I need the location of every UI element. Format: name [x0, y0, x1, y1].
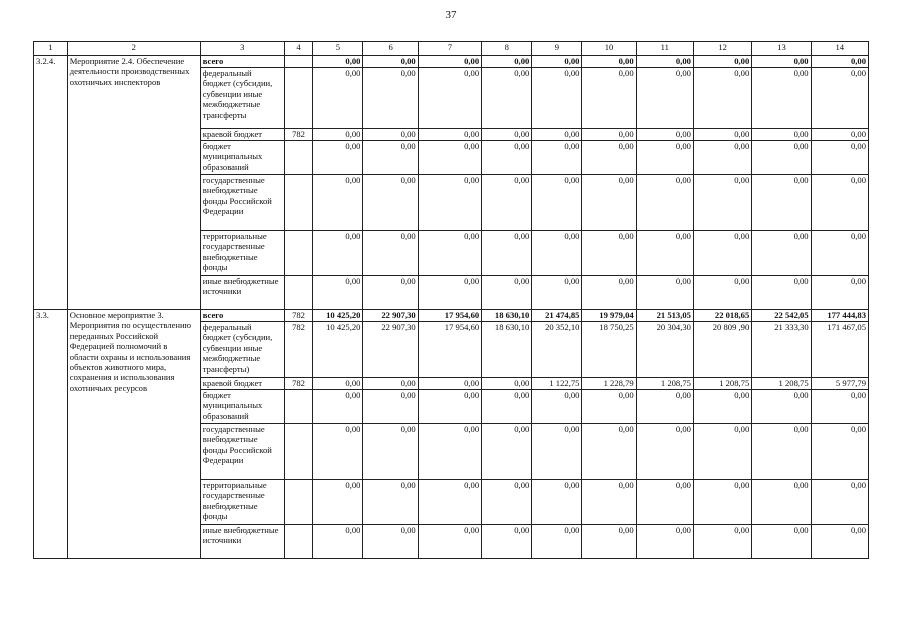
amount-cell: 0,00 — [532, 175, 582, 231]
amount-cell: 0,00 — [482, 424, 532, 480]
funding-source: территориальные государственные внебюджетные фонды — [200, 480, 284, 525]
amount-cell: 22 018,65 — [693, 310, 751, 322]
amount-cell: 0,00 — [636, 141, 693, 175]
amount-cell: 0,00 — [363, 68, 418, 129]
amount-cell: 1 208,75 — [752, 378, 811, 390]
amount-cell: 0,00 — [693, 525, 751, 559]
amount-cell: 18 630,10 — [482, 310, 532, 322]
amount-cell: 0,00 — [811, 276, 868, 310]
amount-cell: 1 208,75 — [693, 378, 751, 390]
budget-code: 782 — [284, 310, 313, 322]
funding-source: бюджет муниципальных образований — [200, 390, 284, 424]
amount-cell: 0,00 — [582, 68, 636, 129]
budget-code — [284, 231, 313, 276]
amount-cell: 177 444,83 — [811, 310, 868, 322]
page-number: 37 — [445, 9, 457, 21]
funding-source: территориальные государственные внебюджетные фонды — [200, 231, 284, 276]
budget-table — [33, 41, 869, 559]
amount-cell: 18 630,10 — [482, 322, 532, 378]
amount-cell: 0,00 — [582, 276, 636, 310]
amount-cell: 0,00 — [363, 424, 418, 480]
amount-cell: 0,00 — [313, 525, 363, 559]
amount-cell: 0,00 — [418, 68, 481, 129]
amount-cell: 0,00 — [313, 424, 363, 480]
amount-cell: 0,00 — [532, 129, 582, 141]
amount-cell: 0,00 — [636, 480, 693, 525]
amount-cell: 0,00 — [752, 480, 811, 525]
amount-cell: 0,00 — [418, 141, 481, 175]
amount-cell: 0,00 — [418, 378, 481, 390]
amount-cell: 0,00 — [418, 231, 481, 276]
amount-cell: 0,00 — [363, 231, 418, 276]
amount-cell: 0,00 — [693, 141, 751, 175]
budget-code — [284, 276, 313, 310]
column-number-14: 14 — [811, 42, 868, 56]
amount-cell: 0,00 — [811, 129, 868, 141]
amount-cell: 0,00 — [313, 68, 363, 129]
amount-cell: 0,00 — [532, 480, 582, 525]
amount-cell: 21 333,30 — [752, 322, 811, 378]
amount-cell: 0,00 — [482, 378, 532, 390]
amount-cell: 0,00 — [532, 141, 582, 175]
amount-cell: 20 809 ,90 — [693, 322, 751, 378]
column-number-3: 3 — [200, 42, 284, 56]
amount-cell: 0,00 — [532, 276, 582, 310]
amount-cell: 0,00 — [811, 141, 868, 175]
column-number-row — [34, 42, 869, 56]
amount-cell: 0,00 — [693, 480, 751, 525]
amount-cell: 0,00 — [313, 141, 363, 175]
amount-cell: 0,00 — [752, 56, 811, 68]
column-number-2: 2 — [67, 42, 200, 56]
amount-cell: 0,00 — [752, 390, 811, 424]
amount-cell: 0,00 — [418, 129, 481, 141]
table-row — [34, 56, 869, 68]
amount-cell: 0,00 — [532, 390, 582, 424]
amount-cell: 0,00 — [363, 141, 418, 175]
amount-cell: 0,00 — [363, 129, 418, 141]
amount-cell: 0,00 — [313, 175, 363, 231]
column-number-4: 4 — [284, 42, 313, 56]
amount-cell: 0,00 — [363, 378, 418, 390]
amount-cell: 0,00 — [532, 231, 582, 276]
funding-source: бюджет муниципальных образований — [200, 141, 284, 175]
amount-cell: 0,00 — [313, 56, 363, 68]
column-number-1: 1 — [34, 42, 68, 56]
amount-cell: 0,00 — [636, 56, 693, 68]
amount-cell: 0,00 — [636, 390, 693, 424]
amount-cell: 1 208,75 — [636, 378, 693, 390]
amount-cell: 0,00 — [363, 175, 418, 231]
budget-code — [284, 525, 313, 559]
amount-cell: 0,00 — [482, 390, 532, 424]
funding-source: краевой бюджет — [200, 378, 284, 390]
amount-cell: 1 122,75 — [532, 378, 582, 390]
amount-cell: 17 954,60 — [418, 310, 481, 322]
amount-cell: 18 750,25 — [582, 322, 636, 378]
amount-cell: 0,00 — [636, 276, 693, 310]
amount-cell: 0,00 — [752, 175, 811, 231]
amount-cell: 0,00 — [752, 68, 811, 129]
amount-cell: 0,00 — [693, 390, 751, 424]
column-number-13: 13 — [752, 42, 811, 56]
funding-source: иные внебюджетные источники — [200, 525, 284, 559]
budget-code: 782 — [284, 322, 313, 378]
table-row — [34, 310, 869, 322]
amount-cell: 0,00 — [693, 231, 751, 276]
amount-cell: 0,00 — [582, 424, 636, 480]
amount-cell: 0,00 — [363, 56, 418, 68]
amount-cell: 0,00 — [752, 129, 811, 141]
amount-cell: 0,00 — [693, 56, 751, 68]
amount-cell: 0,00 — [313, 231, 363, 276]
amount-cell: 0,00 — [418, 56, 481, 68]
amount-cell: 0,00 — [532, 525, 582, 559]
amount-cell: 0,00 — [693, 175, 751, 231]
amount-cell: 21 474,85 — [532, 310, 582, 322]
amount-cell: 0,00 — [636, 68, 693, 129]
column-number-6: 6 — [363, 42, 418, 56]
amount-cell: 0,00 — [418, 525, 481, 559]
amount-cell: 0,00 — [582, 141, 636, 175]
amount-cell: 19 979,04 — [582, 310, 636, 322]
amount-cell: 0,00 — [811, 56, 868, 68]
amount-cell: 0,00 — [363, 525, 418, 559]
amount-cell: 0,00 — [582, 129, 636, 141]
amount-cell: 0,00 — [418, 424, 481, 480]
amount-cell: 0,00 — [532, 56, 582, 68]
amount-cell: 0,00 — [811, 424, 868, 480]
budget-code — [284, 480, 313, 525]
item-title: Основное мероприятие 3. Мероприятия по осуществлению переданных Российской Федерацией полномочий в области охраны и использования объектов животного мира, сохранения и использования охотничьих ресурсов — [67, 310, 200, 559]
amount-cell: 0,00 — [693, 68, 751, 129]
amount-cell: 0,00 — [752, 424, 811, 480]
amount-cell: 0,00 — [636, 231, 693, 276]
amount-cell: 0,00 — [811, 390, 868, 424]
amount-cell: 0,00 — [811, 525, 868, 559]
amount-cell: 0,00 — [582, 390, 636, 424]
item-number: 3.3. — [34, 310, 68, 559]
funding-source: федеральный бюджет (субсидии, субвенции иные межбюджетные трансферты — [200, 68, 284, 129]
amount-cell: 0,00 — [418, 276, 481, 310]
budget-code — [284, 424, 313, 480]
amount-cell: 0,00 — [482, 175, 532, 231]
amount-cell: 22 907,30 — [363, 310, 418, 322]
column-number-5: 5 — [313, 42, 363, 56]
amount-cell: 0,00 — [752, 525, 811, 559]
budget-code: 782 — [284, 378, 313, 390]
amount-cell: 0,00 — [811, 231, 868, 276]
column-number-7: 7 — [418, 42, 481, 56]
amount-cell: 0,00 — [752, 231, 811, 276]
amount-cell: 0,00 — [482, 276, 532, 310]
column-number-8: 8 — [482, 42, 532, 56]
amount-cell: 0,00 — [693, 424, 751, 480]
amount-cell: 0,00 — [582, 480, 636, 525]
column-number-9: 9 — [532, 42, 582, 56]
amount-cell: 0,00 — [811, 175, 868, 231]
funding-source: государственные внебюджетные фонды Российской Федерации — [200, 424, 284, 480]
amount-cell: 0,00 — [752, 276, 811, 310]
amount-cell: 17 954,60 — [418, 322, 481, 378]
amount-cell: 0,00 — [313, 480, 363, 525]
amount-cell: 0,00 — [363, 390, 418, 424]
amount-cell: 0,00 — [532, 68, 582, 129]
amount-cell: 20 352,10 — [532, 322, 582, 378]
amount-cell: 10 425,20 — [313, 310, 363, 322]
amount-cell: 1 228,79 — [582, 378, 636, 390]
funding-source: государственные внебюджетные фонды Российской Федерации — [200, 175, 284, 231]
amount-cell: 0,00 — [582, 525, 636, 559]
amount-cell: 0,00 — [313, 390, 363, 424]
amount-cell: 0,00 — [482, 141, 532, 175]
amount-cell: 0,00 — [693, 276, 751, 310]
amount-cell: 0,00 — [482, 56, 532, 68]
funding-source: федеральный бюджет (субсидии, субвенции иные межбюджетные трансферты) — [200, 322, 284, 378]
funding-source: иные внебюджетные источники — [200, 276, 284, 310]
amount-cell: 0,00 — [636, 525, 693, 559]
amount-cell: 0,00 — [313, 276, 363, 310]
amount-cell: 0,00 — [811, 68, 868, 129]
budget-code: 782 — [284, 129, 313, 141]
amount-cell: 0,00 — [418, 175, 481, 231]
amount-cell: 0,00 — [482, 129, 532, 141]
amount-cell: 0,00 — [482, 68, 532, 129]
amount-cell: 0,00 — [811, 480, 868, 525]
funding-source: краевой бюджет — [200, 129, 284, 141]
amount-cell: 171 467,05 — [811, 322, 868, 378]
item-number: 3.2.4. — [34, 56, 68, 310]
amount-cell: 0,00 — [363, 480, 418, 525]
amount-cell: 5 977,79 — [811, 378, 868, 390]
amount-cell: 0,00 — [636, 175, 693, 231]
funding-source: всего — [200, 56, 284, 68]
amount-cell: 0,00 — [418, 480, 481, 525]
amount-cell: 0,00 — [482, 525, 532, 559]
amount-cell: 0,00 — [482, 231, 532, 276]
amount-cell: 0,00 — [363, 276, 418, 310]
amount-cell: 0,00 — [582, 56, 636, 68]
amount-cell: 0,00 — [313, 378, 363, 390]
column-number-11: 11 — [636, 42, 693, 56]
amount-cell: 0,00 — [582, 175, 636, 231]
amount-cell: 21 513,05 — [636, 310, 693, 322]
budget-code — [284, 390, 313, 424]
column-number-10: 10 — [582, 42, 636, 56]
column-number-12: 12 — [693, 42, 751, 56]
amount-cell: 0,00 — [693, 129, 751, 141]
budget-code — [284, 175, 313, 231]
budget-code — [284, 68, 313, 129]
amount-cell: 0,00 — [482, 480, 532, 525]
budget-code — [284, 56, 313, 68]
amount-cell: 22 907,30 — [363, 322, 418, 378]
amount-cell: 0,00 — [582, 231, 636, 276]
amount-cell: 20 304,30 — [636, 322, 693, 378]
amount-cell: 0,00 — [636, 129, 693, 141]
amount-cell: 0,00 — [418, 390, 481, 424]
amount-cell: 10 425,20 — [313, 322, 363, 378]
amount-cell: 0,00 — [752, 141, 811, 175]
amount-cell: 0,00 — [532, 424, 582, 480]
amount-cell: 22 542,05 — [752, 310, 811, 322]
amount-cell: 0,00 — [313, 129, 363, 141]
amount-cell: 0,00 — [636, 424, 693, 480]
budget-code — [284, 141, 313, 175]
item-title: Мероприятие 2.4. Обеспечение деятельности производственных охотничьих инспекторов — [67, 56, 200, 310]
funding-source: всего — [200, 310, 284, 322]
